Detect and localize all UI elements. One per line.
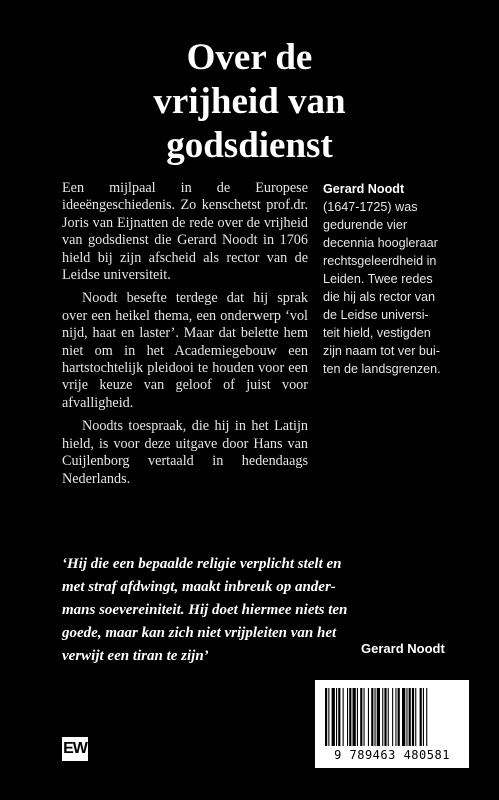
barcode-bar bbox=[357, 688, 358, 746]
barcode-bar bbox=[423, 688, 424, 746]
barcode-bar bbox=[402, 688, 405, 746]
bio-line: decennia hoogleraar bbox=[323, 236, 438, 250]
barcode-bar bbox=[412, 688, 414, 746]
barcode-bar bbox=[338, 688, 340, 746]
quote-line: mans soevereiniteit. Hij doet hiermee niets ten bbox=[62, 602, 348, 618]
barcode-bar bbox=[347, 688, 348, 746]
quote-line: met straf afdwingt, maakt inbreuk op ander- bbox=[62, 579, 336, 595]
barcode bbox=[315, 680, 469, 768]
blurb-text bbox=[62, 180, 308, 494]
barcode-bar bbox=[384, 688, 386, 746]
blurb-paragraph-1: Een mijlpaal in de Europese ideeëngeschiedenis. Zo kenschetst prof.dr. Joris van Eijnatten de rede over de vrijheid van godsdienst die Gerard Noodt in 1706 hield bij zijn afscheid als rector van de Leidse universiteit. bbox=[62, 180, 308, 284]
barcode-bar bbox=[382, 688, 383, 746]
bio-line: die hij als rector van bbox=[323, 290, 435, 304]
barcode-bar bbox=[388, 688, 389, 746]
publisher-logo: EW bbox=[62, 737, 88, 761]
barcode-bar bbox=[409, 688, 411, 746]
quote-line: verwijt een tiran te zijn’ bbox=[62, 648, 209, 664]
barcode-bar bbox=[336, 688, 337, 746]
title-line-3: godsdienst bbox=[166, 125, 333, 166]
barcode-bar bbox=[415, 688, 416, 746]
bio-author-name: Gerard Noodt bbox=[323, 182, 405, 196]
barcode-bar bbox=[349, 688, 351, 746]
barcode-bar bbox=[371, 688, 373, 746]
bio-line: Leiden. Twee redes bbox=[323, 272, 433, 286]
isbn-number: 9 789463 480581 bbox=[334, 748, 450, 762]
book-title bbox=[0, 36, 499, 168]
barcode-bar bbox=[360, 688, 362, 746]
bio-line: teit hield, vestigden bbox=[323, 326, 431, 340]
bio-line: (1647-1725) was bbox=[323, 200, 418, 214]
quote-line: goede, maar kan zich niet vrijpleiten van het bbox=[62, 625, 337, 641]
barcode-bar bbox=[375, 688, 376, 746]
barcode-bar bbox=[406, 688, 407, 746]
barcode-bar bbox=[426, 688, 427, 746]
bio-line: zijn naam tot ver bui- bbox=[323, 344, 440, 358]
blurb-paragraph-2: Noodt besefte terdege dat hij sprak over een heikel thema, een onderwerp ‘vol nijd, haat en laster’. Maar dat belette hem niet om in het Academiegebouw een hartstochtelijk pleidooi te houden voor een vrije keuze van geloof of juist voor afvalligheid. bbox=[62, 290, 308, 411]
barcode-bar bbox=[398, 688, 400, 746]
barcode-bar bbox=[332, 688, 335, 746]
bio-line: rechtsgeleerdheid in bbox=[323, 254, 437, 268]
title-line-2: vrijheid van bbox=[153, 81, 346, 122]
bio-line: de Leidse universi- bbox=[323, 308, 429, 322]
barcode-bar bbox=[325, 688, 327, 746]
bio-line: ten de landsgrenzen. bbox=[323, 362, 441, 376]
barcode-bar bbox=[364, 688, 365, 746]
barcode-bar bbox=[368, 688, 369, 746]
barcode-bar bbox=[395, 688, 396, 746]
bio-line: gedurende vier bbox=[323, 218, 408, 232]
author-bio bbox=[323, 180, 473, 378]
barcode-bar bbox=[343, 688, 344, 746]
title-line-1: Over de bbox=[186, 37, 313, 78]
barcode-bar bbox=[353, 688, 356, 746]
barcode-bar bbox=[392, 688, 393, 746]
quote-attribution: Gerard Noodt bbox=[361, 641, 445, 656]
barcode-bar bbox=[328, 688, 329, 746]
blurb-paragraph-3: Noodts toespraak, die hij in het Latijn hield, is voor deze uitgave door Hans van Cuijlenborg vertaald in hedendaags Nederlands. bbox=[62, 418, 308, 487]
barcode-bars bbox=[325, 688, 459, 746]
barcode-bar bbox=[377, 688, 380, 746]
barcode-bar bbox=[420, 688, 422, 746]
quote-line: ‘Hij die een bepaalde religie verplicht stelt en bbox=[62, 556, 342, 572]
